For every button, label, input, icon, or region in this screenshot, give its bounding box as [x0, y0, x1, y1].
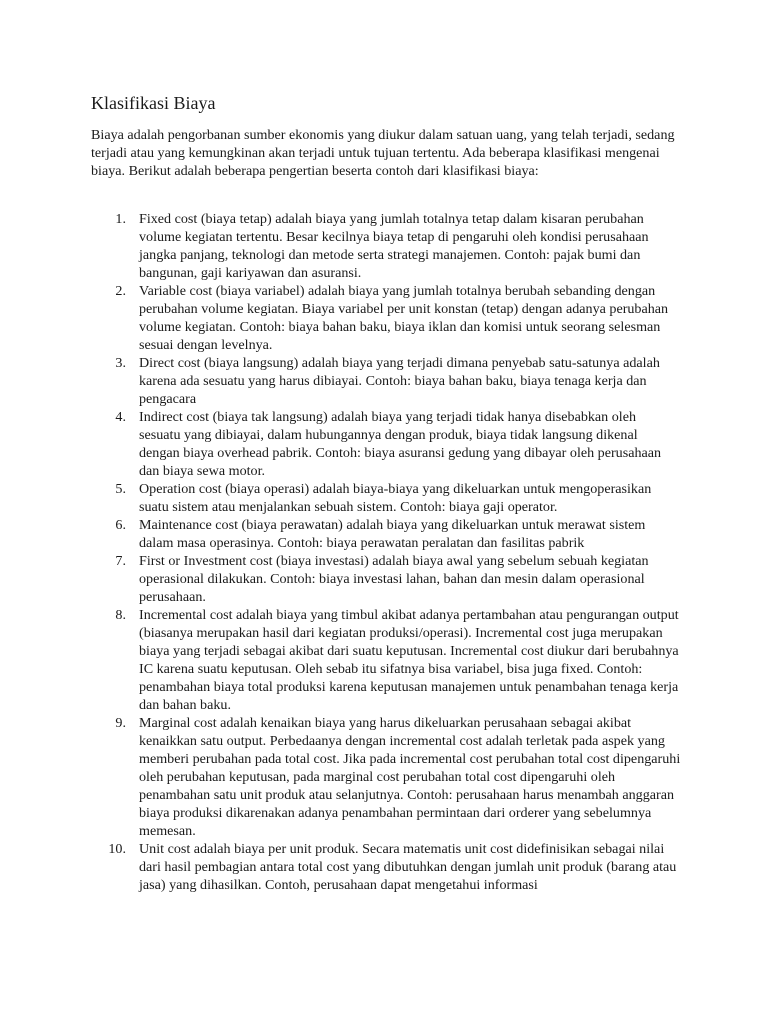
- list-item-number: 5.: [115, 481, 126, 497]
- list-item: [91, 354, 681, 408]
- list-item: [91, 714, 681, 840]
- list-item-text: Marginal cost adalah kenaikan biaya yang harus dikeluarkan perusahaan sebagai akibat kenaikkan satu output. Perbedaanya dengan incremental cost adalah terletak pada aspek yang memberi perubahan pada total cost. Jika pada incremental cost perubahan total cost dipengaruhi oleh perubahan keputusan, pada marginal cost perubahan total cost dipengaruhi oleh penambahan satu unit produk atau selanjutnya. Contoh: perusahaan harus menambah anggaran biaya produksi dikarenakan adanya penambahan permintaan dari orderer yang sebelumnya memesan.: [139, 715, 681, 839]
- list-item-number: 2.: [115, 283, 126, 299]
- list-item-text: Maintenance cost (biaya perawatan) adalah biaya yang dikeluarkan untuk merawat sistem dalam masa operasinya. Contoh: biaya perawatan peralatan dan fasilitas pabrik: [139, 517, 646, 551]
- list-item-number: 6.: [115, 517, 126, 533]
- list-item-text: Operation cost (biaya operasi) adalah biaya-biaya yang dikeluarkan untuk mengoperasikan suatu sistem atau menjalankan sebuah sistem. Contoh: biaya gaji operator.: [139, 481, 652, 515]
- list-item: [91, 282, 681, 354]
- list-item-text: Indirect cost (biaya tak langsung) adalah biaya yang terjadi tidak hanya disebabkan oleh sesuatu yang dibiayai, dalam hubungannya dengan produk, biaya tidak langsung dikenal dengan biaya overhead pabrik. Contoh: biaya asuransi gedung yang dibayar oleh perusahaan dan biaya sewa motor.: [139, 409, 662, 479]
- list-item-number: 3.: [115, 355, 126, 371]
- list-item-number: 9.: [115, 715, 126, 731]
- list-item: [91, 516, 681, 552]
- list-item-text: Variable cost (biaya variabel) adalah biaya yang jumlah totalnya berubah sebanding dengan perubahan volume kegiatan. Biaya variabel per unit konstan (tetap) dengan adanya perubahan volume kegiatan. Contoh: biaya bahan baku, biaya iklan dan komisi untuk seorang selesman sesuai dengan levelnya.: [139, 283, 669, 353]
- list-item: [91, 408, 681, 480]
- list-item-text: Direct cost (biaya langsung) adalah biaya yang terjadi dimana penyebab satu-satunya adalah karena ada sesuatu yang harus dibiayai. Contoh: biaya bahan baku, biaya tenaga kerja dan pengacara: [139, 355, 660, 407]
- list-item-text: First or Investment cost (biaya investasi) adalah biaya awal yang sebelum sebuah kegiatan operasional dilakukan. Contoh: biaya investasi lahan, bahan dan mesin dalam operasional perusahaan.: [139, 553, 649, 605]
- list-item: [91, 840, 681, 894]
- classification-list: [91, 210, 681, 894]
- list-item-text: Incremental cost adalah biaya yang timbul akibat adanya pertambahan atau pengurangan output (biasanya merupakan hasil dari kegiatan produksi/operasi). Incremental cost juga merupakan biaya yang terjadi sebagai akibat dari suatu keputusan. Incremental cost diukur dari berubahnya IC karena suatu keputusan. Oleh sebab itu sifatnya bisa variabel, bisa juga fixed. Contoh: penambahan biaya total produksi karena keputusan manajemen untuk penambahan tenaga kerja dan bahan baku.: [139, 607, 679, 713]
- list-item: [91, 210, 681, 282]
- list-item-text: Unit cost adalah biaya per unit produk. Secara matematis unit cost didefinisikan sebagai nilai dari hasil pembagian antara total cost yang dibutuhkan dengan jumlah unit produk (barang atau jasa) yang dihasilkan. Contoh, perusahaan dapat mengetahui informasi: [139, 841, 677, 893]
- list-item: [91, 606, 681, 714]
- document-title: Klasifikasi Biaya: [91, 93, 216, 113]
- list-item: [91, 552, 681, 606]
- list-item-text: Fixed cost (biaya tetap) adalah biaya yang jumlah totalnya tetap dalam kisaran perubahan volume kegiatan tertentu. Besar kecilnya biaya tetap di pengaruhi oleh kondisi perusahaan jangka panjang, teknologi dan metode serta strategi manajemen. Contoh: pajak bumi dan bangunan, gaji kariyawan dan asuransi.: [139, 211, 649, 281]
- list-item-number: 7.: [115, 553, 126, 569]
- list-item-number: 1.: [115, 211, 126, 227]
- list-item-number: 4.: [115, 409, 126, 425]
- intro-paragraph: Biaya adalah pengorbanan sumber ekonomis yang diukur dalam satuan uang, yang telah terjadi, sedang terjadi atau yang kemungkinan akan terjadi untuk tujuan tertentu. Ada beberapa klasifikasi mengenai biaya. Berikut adalah beberapa pengertian beserta contoh dari klasifikasi biaya:: [91, 127, 675, 179]
- list-item-number: 10.: [108, 841, 126, 857]
- list-item: [91, 480, 681, 516]
- list-item-number: 8.: [115, 607, 126, 623]
